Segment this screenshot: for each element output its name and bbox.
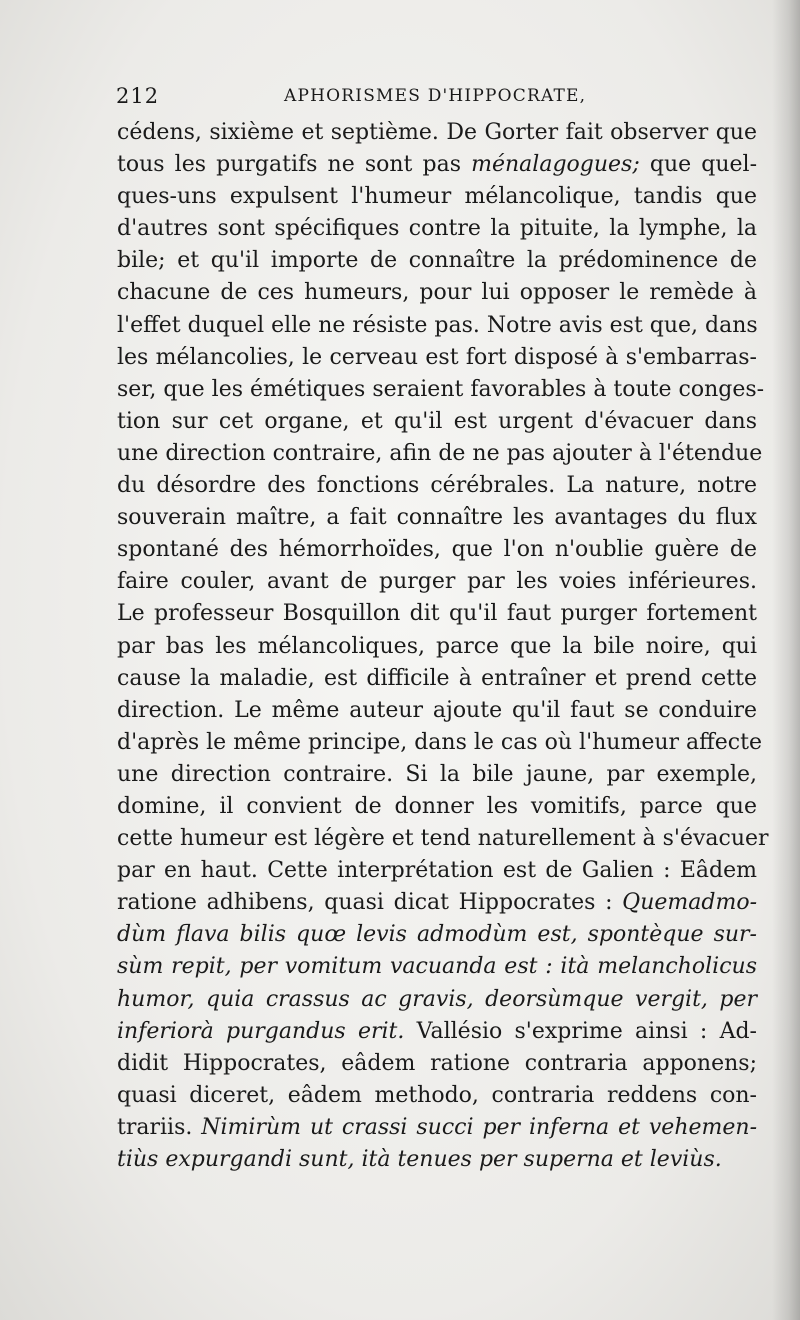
text-segment: chacune de ces humeurs, pour lui opposer le remède à bbox=[117, 280, 757, 306]
text-segment: d'autres sont spécifiques contre la pituite, la lymphe, la bbox=[117, 216, 757, 242]
text-line bbox=[117, 791, 757, 823]
text-line bbox=[117, 598, 757, 630]
body-text bbox=[117, 117, 769, 1176]
text-line bbox=[117, 502, 757, 534]
text-line bbox=[117, 695, 757, 727]
text-line bbox=[117, 1144, 757, 1176]
text-line bbox=[117, 438, 763, 470]
text-segment: ques-uns expulsent l'humeur mélancolique, tandis que bbox=[117, 184, 757, 210]
text-line bbox=[117, 470, 757, 502]
text-segment: quasi diceret, eâdem methodo, contraria reddens con- bbox=[117, 1082, 757, 1108]
text-segment: domine, il convient de donner les vomitifs, parce que bbox=[117, 793, 757, 819]
text-line bbox=[117, 117, 757, 149]
text-segment: didit Hippocrates, eâdem ratione contraria apponens; bbox=[117, 1050, 757, 1076]
italic-segment: sùm repit, per vomitum vacuanda est : ità melancholicus bbox=[117, 954, 757, 980]
text-line bbox=[117, 245, 757, 277]
text-line bbox=[117, 342, 757, 374]
page-edge-shadow bbox=[772, 0, 800, 1320]
text-segment: les mélancolies, le cerveau est fort disposé à s'embarras- bbox=[117, 344, 757, 370]
text-line bbox=[117, 149, 757, 181]
page-header bbox=[116, 84, 616, 114]
text-line bbox=[117, 277, 757, 309]
text-line bbox=[117, 984, 757, 1016]
text-line bbox=[117, 727, 762, 759]
text-line bbox=[117, 919, 757, 951]
text-line bbox=[117, 1112, 757, 1144]
text-line bbox=[117, 1048, 757, 1080]
text-line bbox=[117, 181, 757, 213]
text-segment: spontané des hémorrhoïdes, que l'on n'oublie guère de bbox=[117, 537, 757, 563]
italic-segment: inferiorà purgandus erit. bbox=[117, 1018, 405, 1044]
text-line bbox=[117, 759, 757, 791]
text-line bbox=[117, 1080, 757, 1112]
text-segment: une direction contraire. Si la bile jaune, par exemple, bbox=[117, 761, 757, 787]
italic-segment: Quemadmo- bbox=[622, 890, 757, 916]
text-segment: d'après le même principe, dans le cas où l'humeur affecte bbox=[117, 729, 762, 755]
text-segment: Vallésio s'exprime ainsi : Ad- bbox=[404, 1018, 757, 1044]
text-segment: trariis. bbox=[117, 1114, 202, 1140]
text-segment: cause la maladie, est difficile à entraîner et prend cette bbox=[117, 665, 757, 691]
text-line bbox=[117, 855, 757, 887]
text-segment: ratione adhibens, quasi dicat Hippocrates : bbox=[117, 890, 623, 916]
text-segment: tous les purgatifs ne sont pas bbox=[117, 152, 472, 178]
text-segment: tion sur cet organe, et qu'il est urgent d'évacuer dans bbox=[117, 408, 757, 434]
text-segment: faire couler, avant de purger par les voies inférieures. bbox=[117, 569, 757, 595]
italic-segment: tiùs expurgandi sunt, ità tenues per superna et leviùs. bbox=[117, 1147, 722, 1172]
text-segment: souverain maître, a fait connaître les avantages du flux bbox=[117, 505, 757, 531]
running-head: APHORISMES D'HIPPOCRATE, bbox=[284, 86, 587, 106]
text-segment: Le professeur Bosquillon dit qu'il faut purger fortement bbox=[117, 601, 757, 627]
text-line bbox=[117, 310, 757, 342]
text-segment: ser, que les émétiques seraient favorables à toute conges- bbox=[117, 376, 765, 402]
text-line bbox=[117, 213, 757, 245]
text-line bbox=[117, 566, 757, 598]
text-line bbox=[117, 631, 757, 663]
italic-segment: humor, quia crassus ac gravis, deorsùmque vergit, per bbox=[117, 986, 757, 1012]
text-line bbox=[117, 406, 757, 438]
text-segment: direction. Le même auteur ajoute qu'il faut se conduire bbox=[117, 697, 757, 723]
text-segment: par en haut. Cette interprétation est de Galien : Eâdem bbox=[117, 858, 757, 884]
italic-segment: dùm flava bilis quœ levis admodùm est, spontèque sur- bbox=[117, 922, 757, 948]
text-segment: une direction contraire, afin de ne pas ajouter à l'étendue bbox=[117, 440, 763, 466]
italic-segment: Nimirùm ut crassi succi per inferna et vehemen- bbox=[201, 1114, 757, 1140]
text-line bbox=[117, 374, 765, 406]
text-line bbox=[117, 1016, 757, 1048]
text-segment: l'effet duquel elle ne résiste pas. Notre avis est que, dans bbox=[117, 312, 758, 338]
text-line bbox=[117, 823, 769, 855]
text-line bbox=[117, 534, 757, 566]
italic-segment: ménalagogues; bbox=[471, 152, 640, 178]
text-line bbox=[117, 887, 757, 919]
text-line bbox=[117, 951, 757, 983]
text-segment: par bas les mélancoliques, parce que la bile noire, qui bbox=[117, 633, 757, 659]
text-segment: du désordre des fonctions cérébrales. La nature, notre bbox=[117, 473, 757, 499]
text-segment: cédens, sixième et septième. De Gorter fait observer que bbox=[117, 120, 757, 145]
text-segment: que quel- bbox=[639, 152, 758, 178]
text-segment: cette humeur est légère et tend naturellement à s'évacuer bbox=[117, 826, 769, 852]
text-line bbox=[117, 663, 757, 695]
text-segment: bile; et qu'il importe de connaître la prédominence de bbox=[117, 248, 757, 274]
page-number: 212 bbox=[116, 84, 160, 108]
